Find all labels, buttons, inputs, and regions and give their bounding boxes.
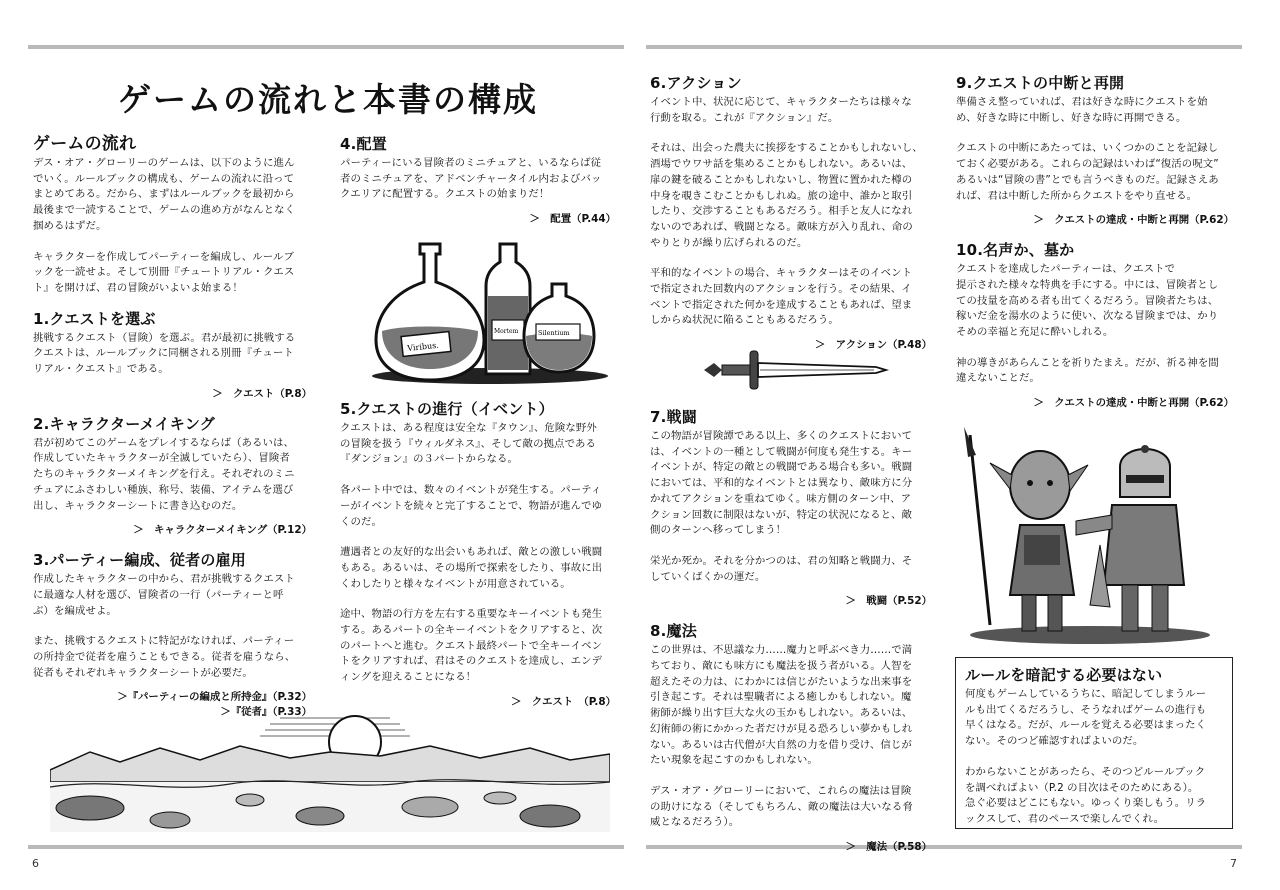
section-paragraph: それは、出会った農夫に挨拶をすることかもしれないし、 酒場でウワサ話を集めることかもしれない。あるいは、 扉の鍵を破ることかもしれないし、物置に置かれた樽の 中身を覗きこむことかもしれぬ。旅の途中、誰かと取引 したり、交渉することもあるだろう。相手と友人になれ ないのであれば、戦闘となる。敵味方が入り乱れ、命の やりとりが繰り広げられるのだ。 <box>650 142 923 249</box>
page-reference: ＞ クエストの達成・中断と再開（P.62） <box>1033 214 1234 227</box>
section-paragraph: デス・オア・グローリーにおいて、これらの魔法は冒険 の助けになる（そしてもちろん、敵の魔法は大いなる脅 威となるだろう）。 <box>650 784 913 829</box>
section-heading: 9.クエストの中断と再開 <box>956 74 1125 92</box>
page-title: ゲームの流れと本書の構成 <box>118 80 538 119</box>
page-number-left: 6 <box>32 857 39 870</box>
bottle-label-silentium: Silentium <box>538 329 570 337</box>
potion-bottles-illustration <box>370 236 610 386</box>
section-heading: 8.魔法 <box>650 622 697 641</box>
section-paragraph: また、挑戦するクエストに特記がなければ、パーティー の所持金で従者を雇うこともできる。従者を雇うなら、 従者もそれぞれキャラクターシートが必要だ。 <box>33 635 296 679</box>
right-column-1 <box>650 74 938 366</box>
section-paragraph: クエストの中断にあたっては、いくつかのことを記録し ておく必要がある。これらの記録はいわば“復活の呪文” あるいは“冒険の書”とでも言うべきものだ。記録さえあ れば、君は中断した所からクエストをやり直せる。 <box>956 142 1219 202</box>
left-column-2-top <box>340 135 622 240</box>
note-box-paragraph: わからないことがあったら、そのつどルールブック を調べればよい（P.2 の目次はそのためにある）。 急ぐ必要はどこにもない。ゆっくり楽しもう。リラ ックスして、君のペースで楽しんでくれ。 <box>965 765 1207 825</box>
page-number-right: 7 <box>1230 857 1237 870</box>
left-column-2-bottom <box>340 400 622 723</box>
section-paragraph: 挑戦するクエスト（冒険）を選ぶ。君が最初に挑戦する クエストは、ルールブックに同梱される別冊『チュート リアル・クエスト』である。 <box>33 331 296 376</box>
section-heading: 3.パーティー編成、従者の雇用 <box>33 551 246 570</box>
section-paragraph: 途中、物語の行方を左右する重要なキーイベントも発生 する。あるパートの全キーイベントをクリアすると、次 のパートへと進む。クエスト最終パートで全キーイベン トをクリアすれば、君はそのクエストを達成し、エンデ ィングを迎えることになる！ <box>340 608 603 684</box>
section-character-making <box>33 415 318 539</box>
section-paragraph: この物語が冒険譚である以上、多くのクエストにおいて は、イベントの一種として戦闘が何度も発生する。キー イベントが、特定の敵との戦闘である場合も多い。戦闘 においては、平和的なイベントとは異なり、敵味方に分 かれてアクションを重ねてゆく。味方側のターン中、ア クション回数に制限はないが、特定の状況になると、敵 側のターンへ移ってしまう！ <box>650 430 913 537</box>
section-paragraph: 遭遇者との友好的な出会いもあれば、敵との激しい戦闘 もある。あるいは、その場所で探索をしたり、事故に出 くわしたりと様々なイベントが用意されている。 <box>340 546 603 590</box>
landscape-sunset-illustration <box>50 712 610 832</box>
section-heading: 1.クエストを選ぶ <box>33 309 156 328</box>
section-action <box>650 74 938 353</box>
bottle-label-mortem: Mortem <box>494 328 519 335</box>
sword-illustration <box>700 345 890 395</box>
page-reference: ＞ 戦闘（P.52） <box>845 595 932 608</box>
section-magic <box>650 622 938 855</box>
bottom-rule-left <box>28 845 624 849</box>
section-fame-or-grave <box>956 241 1240 411</box>
page-reference: ＞ クエスト （P.8） <box>511 695 616 708</box>
section-paragraph: 準備さえ整っていれば、君は好きな時にクエストを始 め、好きな時に中断し、好きな時に再開できる。 <box>956 96 1208 124</box>
section-paragraph: 各パート中では、数々のイベントが発生する。パーティ ーがイベントを続々と完了することで、物語が進んでゆ くのだ。 <box>340 484 603 528</box>
section-heading: 6.アクション <box>650 74 742 92</box>
section-paragraph: 平和的なイベントの場合、キャラクターはそのイベント で指定された回数内のアクションを行う。その結果、イ ベントで指定された何かを達成することもあれば、望ま しからぬ状況に陥ることもあるだろう。 <box>650 267 913 327</box>
section-quest-suspend <box>956 74 1240 228</box>
section-paragraph: デス・オア・グローリーのゲームは、以下のように進ん でいく。ルールブックの構成も、ゲームの流れに沿って まとめてある。だから、まずはルールブックを最初から 最後まで一読することで、ゲームの進め方がなんとなく 掴めるはずだ。 <box>33 157 296 232</box>
note-box-heading: ルールを暗記する必要はない <box>965 666 1163 684</box>
section-paragraph: 栄光か死か。それを分かつのは、君の知略と戦闘力、そ していくばくかの運だ。 <box>650 554 913 583</box>
section-paragraph: パーティーにいる冒険者のミニチュアと、いるならば従 者のミニチュアを、アドベンチャータイル内およびバッ クエリアに配置する。クエストの始まりだ！ <box>340 157 602 201</box>
section-choose-quest <box>33 310 318 402</box>
section-heading: 2.キャラクターメイキング <box>33 414 215 433</box>
note-box <box>955 657 1233 829</box>
section-paragraph: キャラクターを作成してパーティーを編成し、ルールブ ックを一読せよ。そして別冊『チュートリアル・クエス ト』を開けば、君の冒険がいよいよ始まる！ <box>33 250 295 294</box>
section-paragraph: この世界は、不思議な力……魔力と呼ぶべき力……で満 ちており、敵にも味方にも魔法を扱う者がいる。人智を 超えたその力は、にわかには信じがたいような出来事を 引き起こす。それは聖職者による癒しかもしれない。魔 術師が繰り出す巨大な火の玉かもしれない。あるいは、 幻術師の術にかかった者だけが見る恐ろしい夢かもしれ ない。あるいは古代僧が大自然の力を借り受け、信じが たい現象を起こすのかもしれない。 <box>650 644 913 767</box>
bottle-label-viribus: Viribus. <box>406 340 440 353</box>
section-heading: 4.配置 <box>340 135 387 153</box>
right-column-2 <box>956 74 1240 424</box>
page-reference: ＞ クエストの達成・中断と再開（P.62） <box>1033 397 1234 410</box>
section-heading: 10.名声か、墓か <box>956 241 1075 260</box>
section-heading: 7.戦闘 <box>650 408 697 426</box>
section-combat <box>650 408 938 609</box>
left-column-1 <box>33 135 318 733</box>
page-reference: ＞ 魔法（P.58） <box>845 841 932 854</box>
page-reference: ＞ キャラクターメイキング（P.12） <box>133 524 312 537</box>
section-paragraph: 神の導きがあらんことを祈りたまえ。だが、祈る神を間 違えないことだ。 <box>956 356 1219 385</box>
section-paragraph: 作成したキャラクターの中から、君が挑戦するクエスト に最適な人材を選び、冒険者の一行（パーティーと呼 ぶ）を編成せよ。 <box>33 573 295 617</box>
section-game-flow <box>33 135 318 297</box>
section-quest-progress <box>340 400 622 710</box>
right-column-1-lower <box>650 408 938 868</box>
page-reference: ＞ アクション（P.48） <box>814 339 932 352</box>
section-paragraph: クエストを達成したパーティーは、クエストで 提示された様々な特典を手にする。中には、冒険者とし ての技量を高める者も出てくるだろう。冒険者たちは、 稼いだ金を湯水のように使い、次なる冒険までは、かり そめの幸福と充足に酔いしれる。 <box>956 263 1219 339</box>
section-heading: ゲームの流れ <box>33 134 137 154</box>
page-reference: ＞ クエスト（P.8） <box>212 387 312 400</box>
section-paragraph: 君が初めてこのゲームをプレイするならば（あるいは、 作成していたキャラクターが全滅していたら）、冒険者 たちのキャラクターメイキングを行え。それぞれのミニ チュアにふさわしい種族、称号、装備、アイテムを選び 出し、キャラクターシートに書き込むのだ。 <box>33 436 295 512</box>
section-placement <box>340 135 622 227</box>
top-rule-right <box>646 45 1242 49</box>
page-reference: ＞ 配置（P.44） <box>529 213 616 226</box>
page-reference: ＞『パーティーの編成と所持金』（P.32） ＞『従者』（P.33） <box>117 691 312 719</box>
goblin-warriors-illustration <box>950 425 1235 647</box>
top-rule-left <box>28 45 624 49</box>
section-paragraph: イベント中、状況に応じて、キャラクターたちは様々な 行動を取る。これが『アクション』だ。 <box>650 96 912 124</box>
note-box-paragraph: 何度もゲームしているうちに、暗記してしまうルー ルも出てくるだろうし、そうなればゲームの進行も 早くはなる。だが、ルールを覚える必要はまったく ない。そのつど確認すればよいのだ。 <box>965 688 1207 748</box>
section-party-formation <box>33 551 318 720</box>
section-paragraph: クエストは、ある程度は安全な『タウン』、危険な野外 の冒険を扱う『ウィルダネス』、そして敵の拠点である 『ダンジョン』の３パートからなる。 <box>340 422 597 466</box>
section-heading: 5.クエストの進行（イベント） <box>340 400 554 418</box>
